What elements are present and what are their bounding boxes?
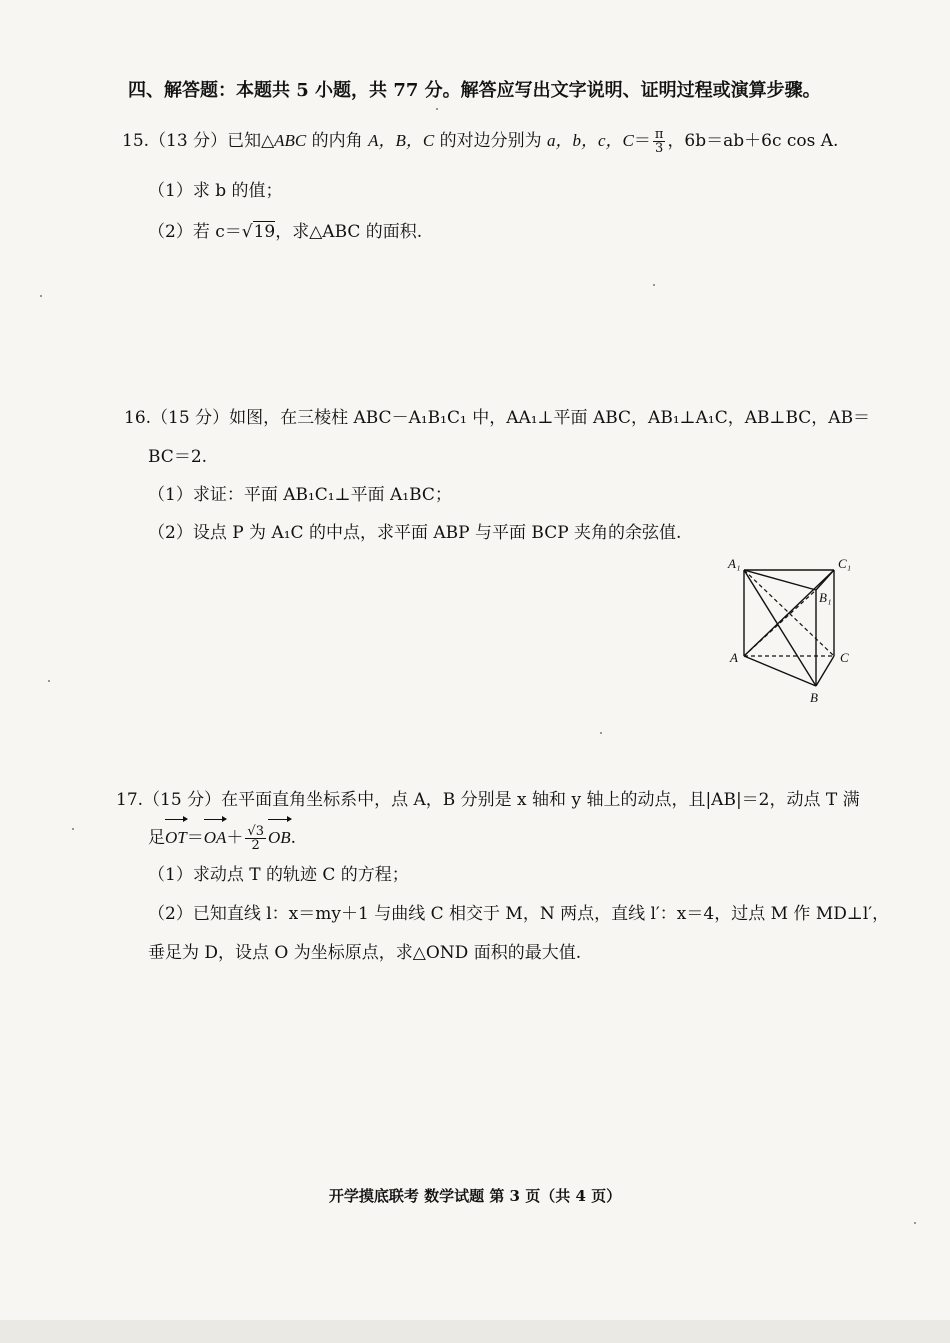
scan-speck (40, 295, 42, 297)
q17-frac-num: √3 (247, 824, 264, 839)
q15-stem-b: ABC (274, 131, 307, 150)
q16-stem-line2: BC＝2. (148, 447, 208, 467)
edge-ab (744, 656, 816, 686)
scan-speck (72, 828, 74, 830)
q17-part1: （1）求动点 T 的轨迹 C 的方程； (148, 865, 409, 885)
q15-fraction (653, 128, 666, 155)
section-header: 四、解答题：本题共 5 小题，共 77 分。解答应写出文字说明、证明过程或演算步骤。 (128, 80, 821, 101)
q15-stem-e: 的对边分别为 (434, 131, 547, 151)
q15-stem-g: ＝ (633, 131, 651, 151)
label-b: B (810, 690, 818, 705)
vector-ot: OT (165, 818, 187, 858)
label-a1: A₁ (728, 556, 741, 571)
q15-stem-d: A，B，C (368, 131, 435, 150)
q15-stem (122, 128, 838, 155)
vector-ob: OB (268, 818, 291, 858)
q15-part2-b: ，求△ABC 的面积. (275, 222, 423, 242)
q15-part2-a: （2）若 c＝ (148, 222, 242, 242)
q17-period: . (290, 828, 297, 848)
scan-speck (48, 680, 50, 682)
q17-eq: ＝ (186, 828, 204, 848)
q15-part2-sqrt: 19 (253, 222, 276, 242)
q15-stem-h: ，6b＝ab＋6c cos A. (667, 131, 839, 151)
q15-stem-a: 15.（13 分）已知△ (122, 131, 275, 151)
scan-speck (653, 284, 655, 286)
page-footer: 开学摸底联考 数学试题 第 3 页（共 4 页） (328, 1187, 622, 1205)
q15-part2: （2）若 c＝√19，求△ABC 的面积. (148, 222, 423, 242)
label-c: C (840, 650, 849, 665)
q16-part1: （1）求证：平面 AB₁C₁⊥平面 A₁BC； (148, 485, 452, 505)
q17-frac-den: 2 (251, 838, 260, 853)
q17-part2-line2: 垂足为 D，设点 O 为坐标原点，求△OND 面积的最大值. (148, 943, 582, 963)
edge-ab1-hidden (744, 590, 816, 656)
q15-frac-den: 3 (655, 141, 664, 156)
scan-bottom-edge (0, 1320, 950, 1343)
label-c1: C₁ (838, 556, 852, 571)
q16-stem-line1: 16.（15 分）如图，在三棱柱 ABC－A₁B₁C₁ 中，AA₁⊥平面 ABC，AB₁⊥A₁C，AB⊥BC，AB＝ (124, 408, 871, 428)
q17-part2-line1: （2）已知直线 l：x＝my＋1 与曲线 C 相交于 M，N 两点，直线 l′：x＝4，过点 M 作 MD⊥l′， (148, 904, 890, 924)
q15-stem-c: 的内角 (306, 131, 369, 151)
q15-frac-num: π (654, 127, 664, 142)
q17-plus: ＋ (226, 828, 244, 848)
q15-stem-f: a，b，c，C (547, 131, 634, 150)
q17-stem-line2 (148, 818, 296, 858)
label-b1: B₁ (819, 590, 832, 605)
q15-part1: （1）求 b 的值； (148, 181, 283, 201)
prism-figure (722, 552, 872, 712)
scan-speck (914, 1222, 916, 1224)
vector-oa: OA (204, 818, 227, 858)
q16-part2: （2）设点 P 为 A₁C 的中点，求平面 ABP 与平面 BCP 夹角的余弦值. (148, 523, 682, 543)
q17-fraction (245, 825, 266, 852)
q17-stem-line1: 17.（15 分）在平面直角坐标系中，点 A，B 分别是 x 轴和 y 轴上的动点，且|AB|＝2，动点 T 满 (116, 790, 860, 810)
scan-speck (600, 732, 602, 734)
label-a: A (730, 650, 738, 665)
q17-line2-prefix: 足 (148, 828, 165, 848)
edge-bc (816, 656, 834, 686)
scan-speck (436, 108, 438, 110)
